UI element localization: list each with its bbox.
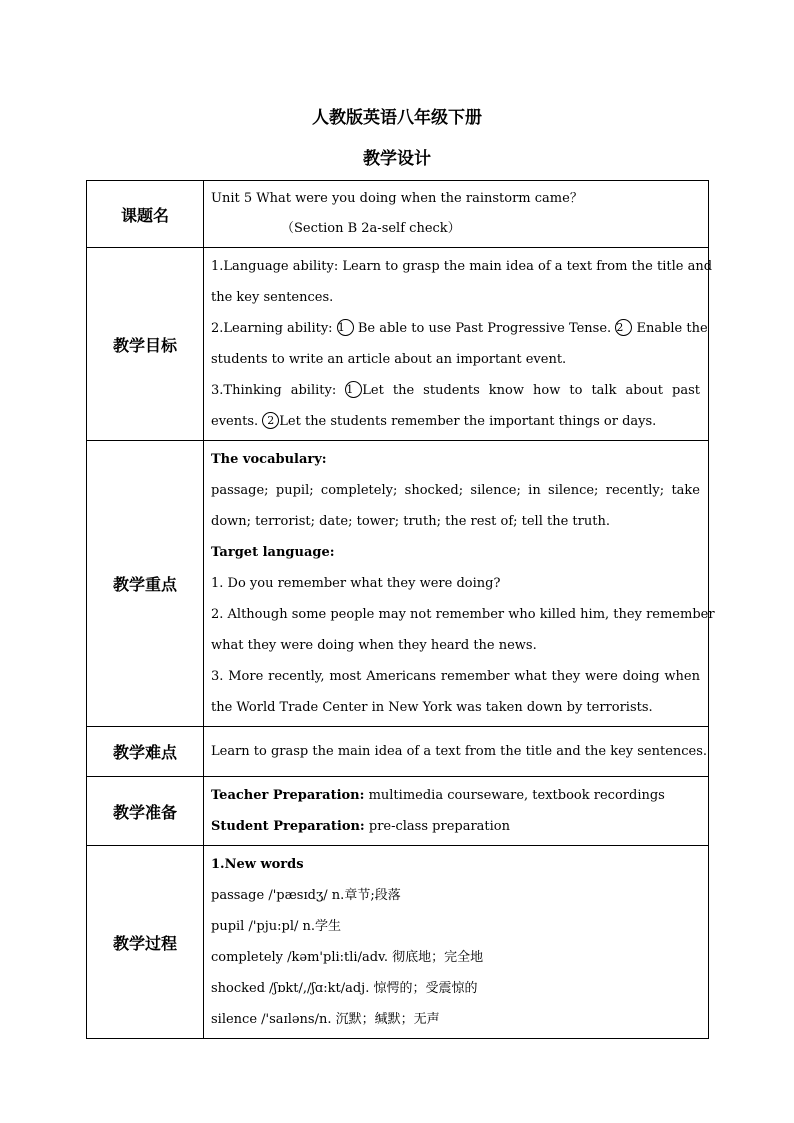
word-passage: passage /'pæsɪdʒ/ n.章节;段落 bbox=[211, 888, 401, 903]
new-words-heading: 1.New words bbox=[211, 857, 304, 872]
goals-line-2: the key sentences. bbox=[211, 290, 334, 305]
word-pupil: pupil /'pju:pl/ n.学生 bbox=[211, 919, 342, 934]
circled-number: 2 bbox=[262, 412, 279, 429]
student-preparation-text: pre-class preparation bbox=[368, 819, 511, 834]
row-topic bbox=[87, 181, 709, 248]
sentence-1: 1. Do you remember what they were doing? bbox=[211, 576, 501, 591]
sentence-2a: 2. Although some people may not remember who killed him, they remember bbox=[211, 607, 715, 622]
goals-line-4: students to write an article about an important event. bbox=[211, 352, 567, 367]
document-subtitle: 教学设计 bbox=[363, 149, 431, 169]
row-goals bbox=[87, 248, 709, 441]
sentence-3a: 3. More recently, most Americans remember what they were doing when bbox=[211, 669, 700, 684]
label-difficulty: 教学难点 bbox=[87, 727, 204, 777]
label-keypoints: 教学重点 bbox=[87, 441, 204, 727]
content-keypoints bbox=[204, 441, 715, 727]
goals-line-5 bbox=[211, 375, 700, 406]
student-preparation-label: Student Preparation: bbox=[211, 819, 365, 834]
circled-number: 2 bbox=[615, 319, 632, 336]
content-difficulty bbox=[204, 727, 709, 777]
label-preparation: 教学准备 bbox=[87, 777, 204, 846]
target-language-heading: Target language: bbox=[211, 545, 335, 560]
word-completely: completely /kəm'pli:tli/adv. 彻底地；完全地 bbox=[211, 950, 484, 965]
lesson-plan-table bbox=[86, 180, 715, 1039]
circled-number: 1 bbox=[337, 319, 354, 336]
word-silence: silence /'saɪləns/n. 沉默；缄默；无声 bbox=[211, 1012, 440, 1027]
vocabulary-heading: The vocabulary: bbox=[211, 452, 327, 467]
label-goals: 教学目标 bbox=[87, 248, 204, 441]
content-preparation bbox=[204, 777, 709, 846]
difficulty-text: Learn to grasp the main idea of a text from the title and the key sentences. bbox=[211, 744, 708, 759]
row-process bbox=[87, 846, 709, 1039]
row-difficulty bbox=[87, 727, 709, 777]
student-preparation bbox=[211, 811, 700, 842]
goals-thinking-b: Let the students remember the important things or days. bbox=[279, 414, 657, 429]
sentence-2b: what they were doing when they heard the news. bbox=[211, 638, 537, 653]
vocabulary-line-1: passage; pupil; completely; shocked; silence; in silence; recently; take bbox=[211, 483, 700, 498]
goals-thinking-a: Let the students know how to talk about past bbox=[362, 383, 700, 398]
teacher-preparation-text: multimedia courseware, textbook recordings bbox=[368, 788, 665, 803]
label-process: 教学过程 bbox=[87, 846, 204, 1039]
teacher-preparation bbox=[211, 780, 700, 811]
row-keypoints bbox=[87, 441, 709, 727]
content-goals bbox=[204, 248, 713, 441]
word-shocked: shocked /ʃɒkt/,/ʃɑ:kt/adj. 惊愕的；受震惊的 bbox=[211, 981, 478, 996]
sentence-3b: the World Trade Center in New York was taken down by terrorists. bbox=[211, 700, 653, 715]
goals-learning-a: Be able to use Past Progressive Tense. bbox=[357, 321, 612, 336]
row-preparation bbox=[87, 777, 709, 846]
goals-line-6 bbox=[211, 406, 700, 437]
document-title: 人教版英语八年级下册 bbox=[312, 108, 482, 128]
goals-line-3 bbox=[211, 313, 708, 344]
goals-thinking-lead: 3.Thinking ability: bbox=[211, 383, 337, 398]
goals-events-word: events. bbox=[211, 414, 259, 429]
teacher-preparation-label: Teacher Preparation: bbox=[211, 788, 365, 803]
circled-number: 1 bbox=[345, 381, 362, 398]
topic-line-1: Unit 5 What were you doing when the rainstorm came？ bbox=[211, 191, 583, 206]
vocabulary-line-2: down; terrorist; date; tower; truth; the rest of; tell the truth. bbox=[211, 514, 610, 529]
topic-line-2: （Section B 2a-self check） bbox=[281, 221, 461, 236]
content-topic bbox=[204, 181, 709, 248]
label-topic: 课题名 bbox=[87, 181, 204, 248]
goals-learning-lead: 2.Learning ability: bbox=[211, 321, 333, 336]
goals-learning-b: Enable the bbox=[636, 321, 708, 336]
content-process bbox=[204, 846, 709, 1039]
goals-line-1: 1.Language ability: Learn to grasp the main idea of a text from the title and bbox=[211, 259, 713, 274]
